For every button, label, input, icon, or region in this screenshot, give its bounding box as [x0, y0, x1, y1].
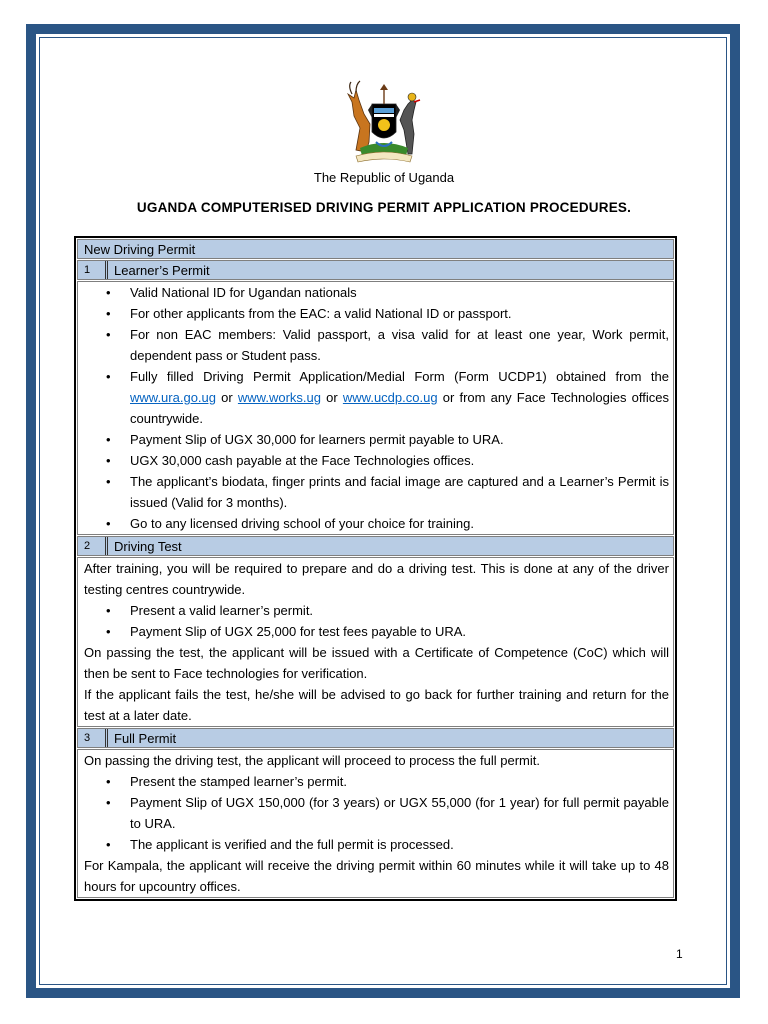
section-number: 3	[78, 729, 108, 747]
list-item: • Go to any licensed driving school of your choice for training.	[84, 513, 669, 534]
republic-heading: The Republic of Uganda	[313, 170, 455, 185]
section-title: Driving Test	[114, 539, 182, 554]
requirements-list	[84, 600, 669, 642]
list-item: • Payment Slip of UGX 25,000 for test fees payable to URA.	[84, 621, 669, 642]
section-header-driving-test	[77, 536, 674, 556]
or-text: or	[326, 390, 338, 405]
section-paragraph: If the applicant fails the test, he/she will be advised to go back for further training and return for the test at a later date.	[84, 687, 669, 723]
section-body-learners-permit	[77, 281, 674, 535]
list-item: • Valid National ID for Ugandan nationals	[84, 282, 669, 303]
table-heading-row	[77, 239, 674, 259]
link-ucdp[interactable]: www.ucdp.co.ug	[342, 390, 438, 405]
document-title: UGANDA COMPUTERISED DRIVING PERMIT APPLICATION PROCEDURES.	[136, 200, 632, 215]
list-item-form-sources	[84, 366, 669, 429]
list-item: • Present the stamped learner’s permit.	[84, 771, 669, 792]
form-sources-text: Fully filled Driving Permit Application/Medial Form (Form UCDP1) obtained from the	[130, 369, 669, 384]
list-item: • UGX 30,000 cash payable at the Face Technologies offices.	[84, 450, 669, 471]
procedures-table	[74, 236, 677, 901]
form-sources-after: or from any Face Technologies offices countrywide.	[130, 390, 669, 426]
link-works[interactable]: www.works.ug	[237, 390, 321, 405]
section-title: Learner’s Permit	[114, 263, 210, 278]
page-number: 1	[676, 947, 683, 961]
section-title: Full Permit	[114, 731, 177, 746]
list-item: • The applicant is verified and the full permit is processed.	[84, 834, 669, 855]
section-intro: After training, you will be required to prepare and do a driving test. This is done at any of the driver testing centres countrywide.	[84, 561, 669, 597]
requirements-list	[84, 282, 669, 534]
section-paragraph: On passing the test, the applicant will be issued with a Certificate of Competence (CoC) which will then be sent to Face technologies for verification.	[84, 645, 669, 681]
section-header-learners-permit	[77, 260, 674, 280]
requirements-list	[84, 771, 669, 855]
link-ura[interactable]: www.ura.go.ug	[130, 390, 216, 405]
list-item: • The applicant’s biodata, finger prints and facial image are captured and a Learner’s Permit is issued (Valid for 3 months).	[84, 471, 669, 513]
section-header-full-permit	[77, 728, 674, 748]
list-item: • Payment Slip of UGX 150,000 (for 3 years) or UGX 55,000 (for 1 year) for full permit payable to URA.	[84, 792, 669, 834]
section-number: 1	[78, 261, 108, 279]
coat-of-arms-emblem	[342, 80, 426, 166]
or-text: or	[221, 390, 233, 405]
list-item: • Payment Slip of UGX 30,000 for learners permit payable to URA.	[84, 429, 669, 450]
list-item: • For non EAC members: Valid passport, a visa valid for at least one year, Work permit, dependent pass or Student pass.	[84, 324, 669, 366]
list-item: • Present a valid learner’s permit.	[84, 600, 669, 621]
section-body-full-permit	[77, 749, 674, 898]
section-body-driving-test	[77, 557, 674, 727]
table-heading: New Driving Permit	[84, 242, 196, 257]
section-paragraph: For Kampala, the applicant will receive the driving permit within 60 minutes while it will take up to 48 hours for upcountry offices.	[84, 858, 669, 894]
section-intro: On passing the driving test, the applicant will proceed to process the full permit.	[84, 753, 540, 768]
list-item: • For other applicants from the EAC: a valid National ID or passport.	[84, 303, 669, 324]
section-number: 2	[78, 537, 108, 555]
